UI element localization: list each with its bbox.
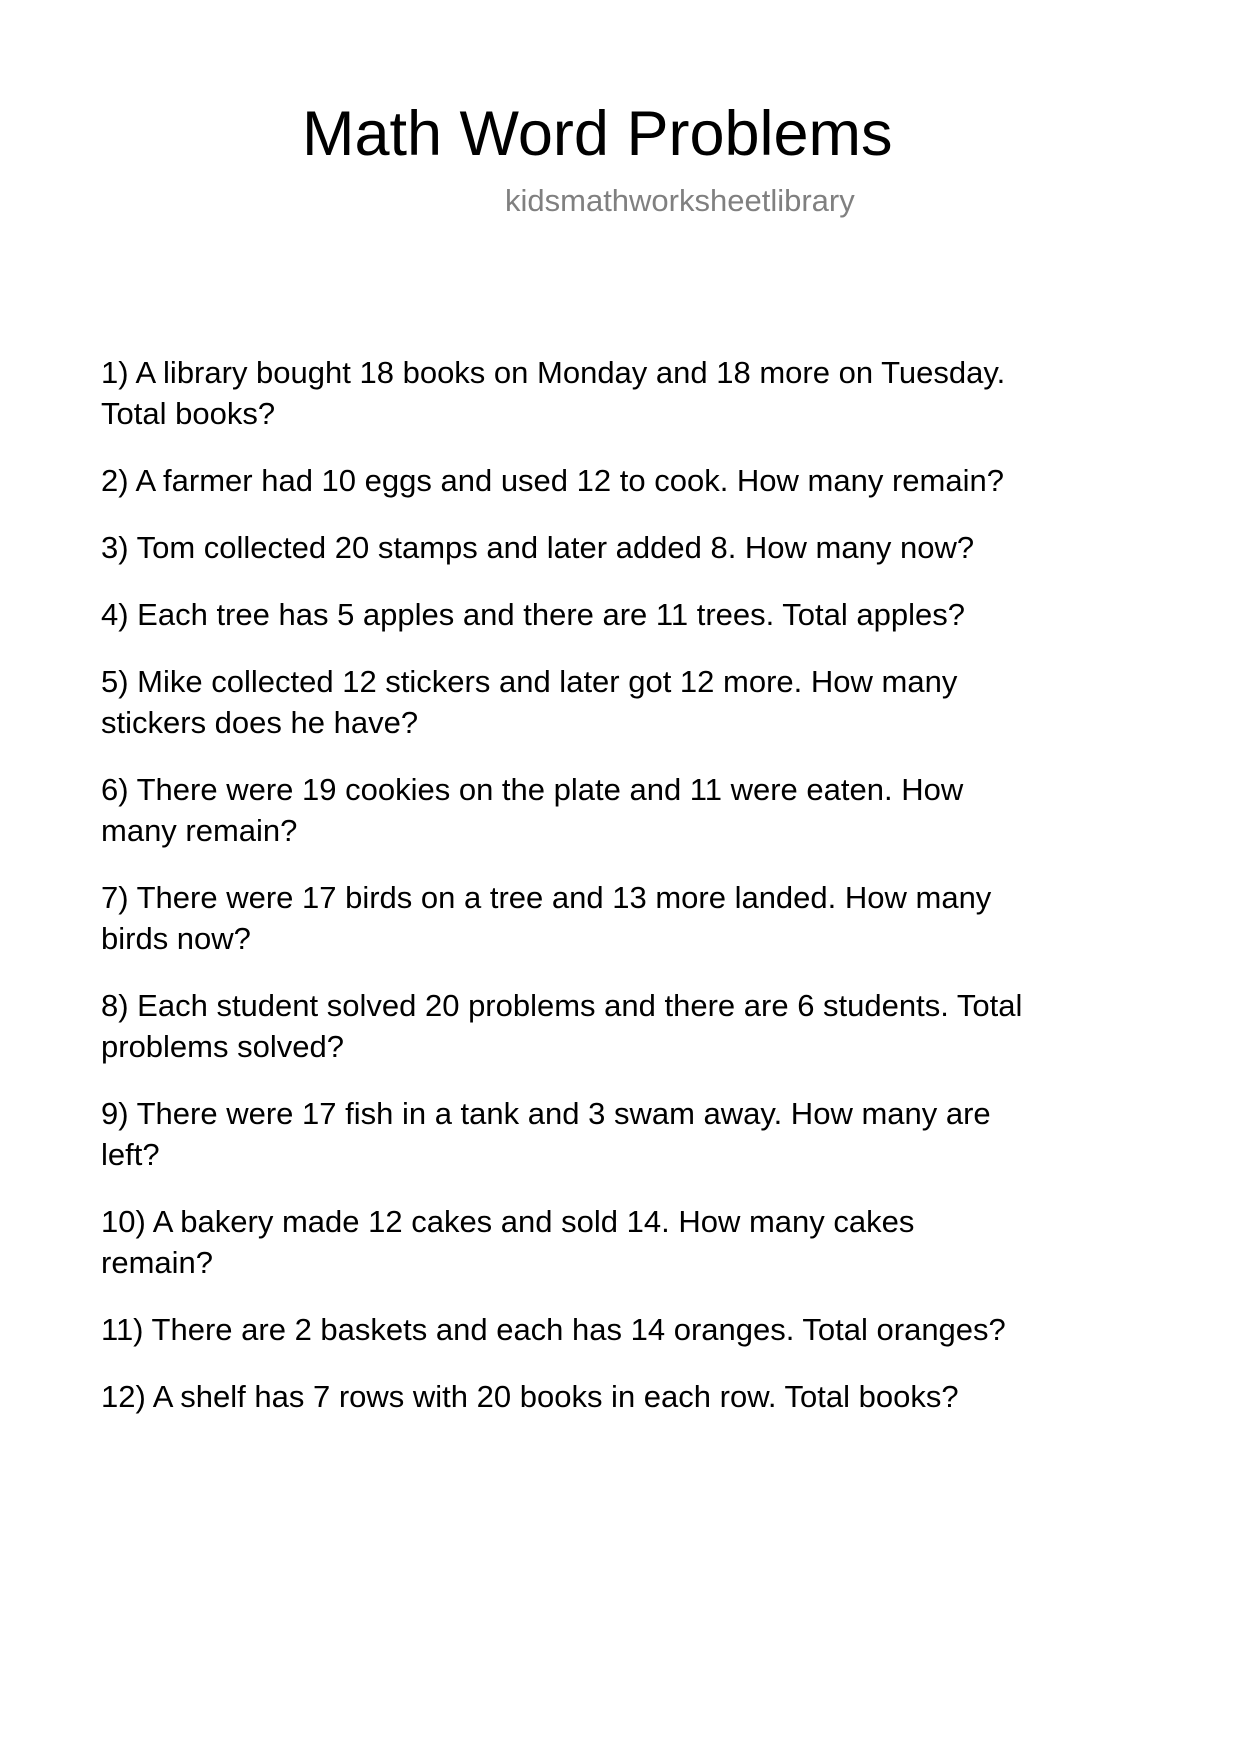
problem-text-line: remain? [101,1245,213,1280]
problem-item [101,460,1201,501]
problem-text-line: 5) Mike collected 12 stickers and later got 12 more. How many [101,664,958,699]
problem-item [101,352,1201,434]
problem-item [101,594,1201,635]
problem-text-line: many remain? [101,813,298,848]
problem-text-line: birds now? [101,921,251,956]
problem-text-line: problems solved? [101,1029,344,1064]
problem-item [101,1093,1201,1175]
problem-text-line: 6) There were 19 cookies on the plate and 11 were eaten. How [101,772,964,807]
problem-text-line: 8) Each student solved 20 problems and there are 6 students. Total [101,988,1023,1023]
problem-text-line: 9) There were 17 fish in a tank and 3 swam away. How many are [101,1096,991,1131]
page-subtitle: kidsmathworksheetlibrary [505,183,855,218]
problem-text-line: 7) There were 17 birds on a tree and 13 more landed. How many [101,880,992,915]
problem-text-line: 12) A shelf has 7 rows with 20 books in each row. Total books? [101,1379,959,1414]
problem-text-line: left? [101,1137,160,1172]
problem-text-line: stickers does he have? [101,705,419,740]
problem-item [101,877,1201,959]
problem-text-line: 11) There are 2 baskets and each has 14 oranges. Total oranges? [101,1312,1006,1347]
problem-text-line: 10) A bakery made 12 cakes and sold 14. How many cakes [101,1204,915,1239]
problem-text-line: 1) A library bought 18 books on Monday and 18 more on Tuesday. [101,355,1006,390]
problem-item [101,769,1201,851]
problem-text-line: 3) Tom collected 20 stamps and later added 8. How many now? [101,530,975,565]
problem-text-line: 4) Each tree has 5 apples and there are 11 trees. Total apples? [101,597,965,632]
problem-item [101,985,1201,1067]
problem-item [101,661,1201,743]
problem-item [101,1309,1201,1350]
problem-text-line: Total books? [101,396,276,431]
problem-item [101,527,1201,568]
problem-item [101,1201,1201,1283]
problem-item [101,1376,1201,1417]
problem-list [101,352,1201,1443]
problem-text-line: 2) A farmer had 10 eggs and used 12 to cook. How many remain? [101,463,1004,498]
page-title: Math Word Problems [302,99,893,169]
